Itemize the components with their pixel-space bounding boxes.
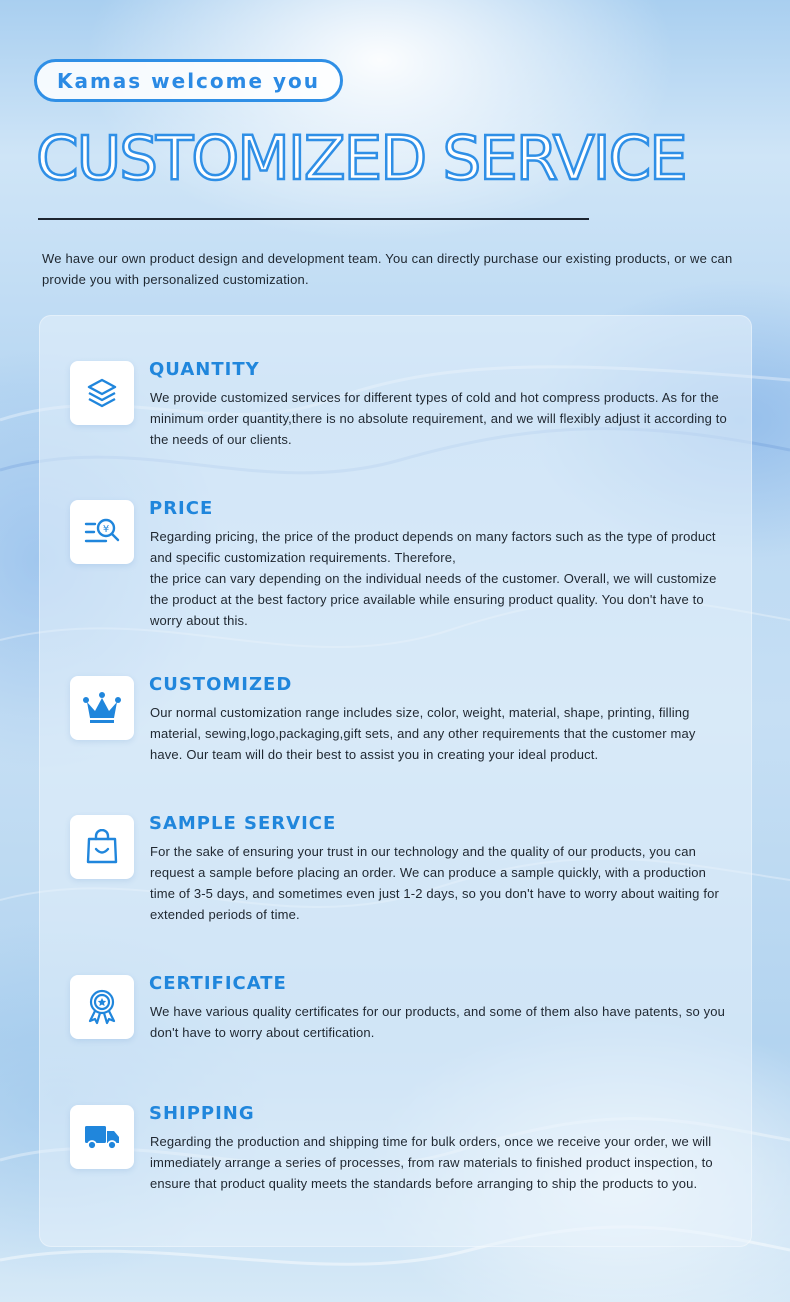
services-panel [39,315,752,1247]
service-title: PRICE [149,498,214,519]
service-description: For the sake of ensuring your trust in our technology and the quality of our products, you can request a sample before placing an order. We can produce a sample quickly, with a production time of 3-5 days, and sometimes even just 1-2 days, so you don't have to worry about waiting for extended periods of time. [150,844,719,922]
service-title: SHIPPING [149,1103,255,1124]
service-title: CERTIFICATE [149,973,287,994]
price-search-icon [70,500,134,564]
intro-text: We have our own product design and development team. You can directly purchase our existing products, or we can provide you with personalized customization. [42,251,733,287]
award-badge-icon [70,975,134,1039]
svg-text:¥: ¥ [102,524,110,535]
service-description: Our normal customization range includes size, color, weight, material, shape, printing, filling material, sewing,logo,packaging,gift sets, and any other requirements that the customer may have. Our team will do their best to assist you in creating your ideal product. [150,705,696,762]
service-description: We have various quality certificates for our products, and some of them also have patents, so you don't have to worry about certification. [150,1004,726,1040]
title-divider [38,218,589,220]
service-description-line: the price can vary depending on the individual needs of the customer. Overall, we will customize the product at the best factory price available while ensuring product quality. You don't have to worry about this. [150,571,717,628]
service-description: Regarding the production and shipping time for bulk orders, once we receive your order, we will immediately arrange a series of processes, from raw materials to finished product inspection, to ensure that product quality meets the standards before arranging to ship the products to you. [150,1134,713,1191]
service-title: SAMPLE SERVICE [149,813,337,834]
crown-icon [70,676,134,740]
welcome-badge [34,59,343,102]
page-title: CUSTOMIZED SERVICE [36,123,686,194]
truck-icon [70,1105,134,1169]
service-title: QUANTITY [149,359,260,380]
service-description [150,526,730,631]
layers-icon [70,361,134,425]
service-description: We provide customized services for different types of cold and hot compress products. As for the minimum order quantity,there is no absolute requirement, and we will flexibly adjust it according to the needs of our clients. [150,390,727,447]
service-title: CUSTOMIZED [149,674,293,695]
shopping-bag-icon [70,815,134,879]
service-description-line: Regarding pricing, the price of the product depends on many factors such as the type of product and specific customization requirements. Therefore, [150,529,716,565]
welcome-badge-label: Kamas welcome you [56,68,321,93]
